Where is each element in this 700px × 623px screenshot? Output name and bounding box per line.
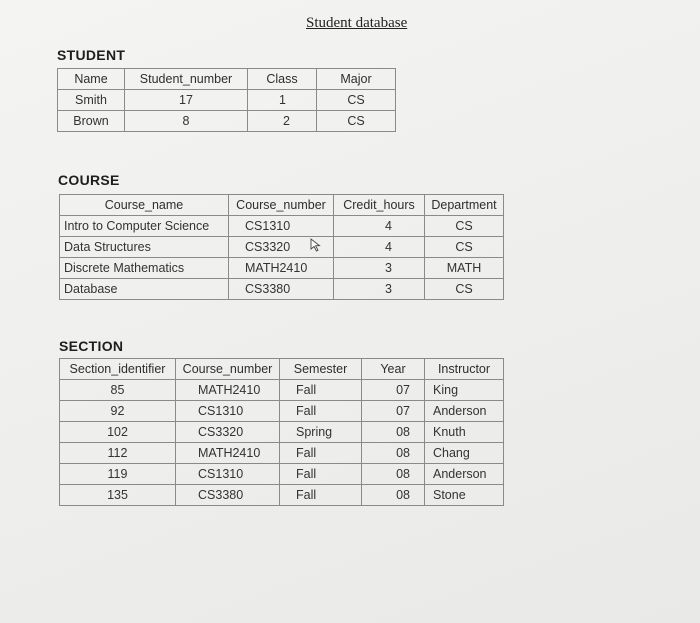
table-cell: Discrete Mathematics: [60, 258, 229, 279]
table-row: [60, 401, 504, 422]
table-cell: 17: [125, 90, 248, 111]
table-cell: Fall: [280, 380, 362, 401]
column-header: Major: [317, 69, 396, 90]
student-label: STUDENT: [57, 47, 126, 63]
course-table: [59, 194, 504, 300]
table-cell: MATH: [425, 258, 504, 279]
table-cell: Spring: [280, 422, 362, 443]
column-header: Course_name: [60, 195, 229, 216]
table-cell: Brown: [58, 111, 125, 132]
table-cell: 08: [362, 443, 425, 464]
table-row: [60, 258, 504, 279]
table-cell: 8: [125, 111, 248, 132]
table-cell: 1: [248, 90, 317, 111]
column-header: Student_number: [125, 69, 248, 90]
table-cell: CS3320: [176, 422, 280, 443]
table-cell: MATH2410: [229, 258, 334, 279]
table-cell: CS: [425, 237, 504, 258]
table-cell: 112: [60, 443, 176, 464]
mouse-pointer-icon: [310, 238, 322, 252]
table-cell: Anderson: [425, 401, 504, 422]
table-row: [60, 443, 504, 464]
table-cell: Database: [60, 279, 229, 300]
table-cell: 135: [60, 485, 176, 506]
table-row: [60, 464, 504, 485]
table-cell: 08: [362, 464, 425, 485]
document-title: Student database: [306, 15, 408, 31]
column-header: Semester: [280, 359, 362, 380]
column-header: Course_number: [176, 359, 280, 380]
table-cell: CS3320: [229, 237, 334, 258]
table-row: [60, 237, 504, 258]
table-cell: CS: [317, 90, 396, 111]
column-header: Year: [362, 359, 425, 380]
table-cell: MATH2410: [176, 443, 280, 464]
table-cell: Smith: [58, 90, 125, 111]
table-row: [60, 279, 504, 300]
column-header: Credit_hours: [334, 195, 425, 216]
table-cell: 07: [362, 401, 425, 422]
column-header: Class: [248, 69, 317, 90]
table-cell: King: [425, 380, 504, 401]
table-cell: 3: [334, 258, 425, 279]
table-row: [60, 485, 504, 506]
table-cell: 2: [248, 111, 317, 132]
table-row: [60, 380, 504, 401]
table-cell: 4: [334, 216, 425, 237]
table-cell: Stone: [425, 485, 504, 506]
column-header: Course_number: [229, 195, 334, 216]
table-cell: 08: [362, 485, 425, 506]
column-header: Name: [58, 69, 125, 90]
table-header-row: [60, 359, 504, 380]
table-cell: 08: [362, 422, 425, 443]
table-cell: 3: [334, 279, 425, 300]
table-cell: CS: [425, 279, 504, 300]
table-cell: 85: [60, 380, 176, 401]
table-cell: 4: [334, 237, 425, 258]
table-row: [60, 422, 504, 443]
table-cell: 102: [60, 422, 176, 443]
table-cell: MATH2410: [176, 380, 280, 401]
table-row: [58, 111, 396, 132]
section-table: [59, 358, 504, 506]
table-cell: Fall: [280, 485, 362, 506]
student-table: [57, 68, 396, 132]
table-cell: Fall: [280, 401, 362, 422]
table-cell: CS1310: [176, 401, 280, 422]
table-cell: Fall: [280, 464, 362, 485]
table-header-row: [60, 195, 504, 216]
table-cell: 92: [60, 401, 176, 422]
column-header: Instructor: [425, 359, 504, 380]
table-cell: CS3380: [176, 485, 280, 506]
column-header: Section_identifier: [60, 359, 176, 380]
table-cell: CS: [317, 111, 396, 132]
table-header-row: [58, 69, 396, 90]
table-cell: Anderson: [425, 464, 504, 485]
table-cell: Intro to Computer Science: [60, 216, 229, 237]
course-label: COURSE: [58, 172, 120, 188]
table-cell: 07: [362, 380, 425, 401]
table-cell: CS3380: [229, 279, 334, 300]
table-cell: Chang: [425, 443, 504, 464]
section-label: SECTION: [59, 338, 124, 354]
table-cell: CS: [425, 216, 504, 237]
table-row: [58, 90, 396, 111]
table-row: [60, 216, 504, 237]
table-cell: CS1310: [229, 216, 334, 237]
table-cell: CS1310: [176, 464, 280, 485]
table-cell: Fall: [280, 443, 362, 464]
table-cell: Knuth: [425, 422, 504, 443]
table-cell: 119: [60, 464, 176, 485]
table-cell: Data Structures: [60, 237, 229, 258]
column-header: Department: [425, 195, 504, 216]
